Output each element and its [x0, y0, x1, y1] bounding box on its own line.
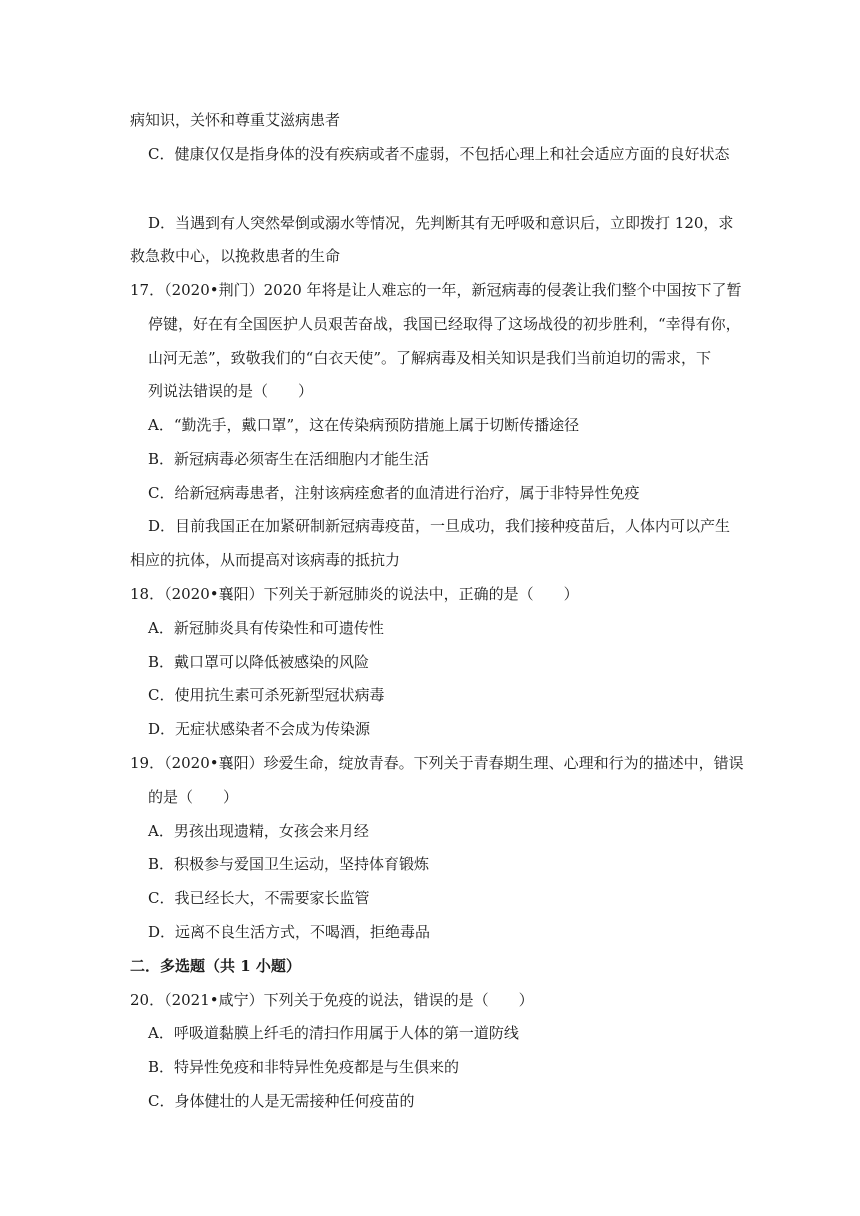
q16-option-c: C．健康仅仅是指身体的没有疾病或者不虚弱，不包括心理上和社会适应方面的良好状态 — [148, 145, 730, 163]
q17-option-a: A．“勤洗手，戴口罩”，这在传染病预防措施上属于切断传播途径 — [148, 416, 580, 434]
q18-option-d: D．无症状感染者不会成为传染源 — [148, 720, 371, 738]
q18-stem: 18．（2020•襄阳）下列关于新冠肺炎的说法中，正确的是（ ） — [130, 585, 579, 603]
q17-option-d-continuation: 相应的抗体，从而提高对该病毒的抵抗力 — [130, 551, 401, 569]
section-title-multiple-choice: 二．多选题（共 1 小题） — [130, 957, 301, 975]
q19-stem-line-2: 的是（ ） — [148, 788, 239, 806]
q20-option-a: A．呼吸道黏膜上纤毛的清扫作用属于人体的第一道防线 — [148, 1024, 519, 1042]
q20-option-b: B．特异性免疫和非特异性免疫都是与生俱来的 — [148, 1058, 460, 1076]
q19-stem-line-1: 19．（2020•襄阳）珍爱生命，绽放青春。下列关于青春期生理、心理和行为的描述中，错误 — [130, 754, 744, 772]
q16-option-d: D．当遇到有人突然晕倒或溺水等情况，先判断其有无呼吸和意识后，立即拨打 120，求 — [148, 214, 734, 232]
q18-option-b: B．戴口罩可以降低被感染的风险 — [148, 653, 370, 671]
q20-option-c: C．身体健壮的人是无需接种任何疫苗的 — [148, 1092, 415, 1110]
q17-stem-line-4: 列说法错误的是（ ） — [148, 382, 314, 400]
q17-stem-line-1: 17．（2020•荆门）2020 年将是让人难忘的一年，新冠病毒的侵袭让我们整个中国按下了暂 — [130, 281, 742, 299]
q17-option-b: B．新冠病毒必须寄生在活细胞内才能生活 — [148, 450, 430, 468]
q19-option-c: C．我已经长大，不需要家长监管 — [148, 889, 370, 907]
q19-option-d: D．远离不良生活方式，不喝酒，拒绝毒品 — [148, 923, 431, 941]
q16-option-d-continuation: 救急救中心，以挽救患者的生命 — [130, 247, 341, 265]
q17-option-c: C．给新冠病毒患者，注射该病痊愈者的血清进行治疗，属于非特异性免疫 — [148, 484, 640, 502]
q18-option-c: C．使用抗生素可杀死新型冠状病毒 — [148, 686, 385, 704]
q19-option-a: A．男孩出现遗精，女孩会来月经 — [148, 822, 369, 840]
q16-option-b-continuation: 病知识，关怀和尊重艾滋病患者 — [130, 111, 341, 129]
q20-stem: 20．（2021•咸宁）下列关于免疫的说法，错误的是（ ） — [130, 991, 534, 1009]
q17-stem-line-3: 山河无恙”，致敬我们的“白衣天使”。了解病毒及相关知识是我们当前迫切的需求，下 — [148, 349, 712, 367]
q19-option-b: B．积极参与爱国卫生运动，坚持体育锻炼 — [148, 855, 430, 873]
q17-option-d: D．目前我国正在加紧研制新冠病毒疫苗，一旦成功，我们接种疫苗后，人体内可以产生 — [148, 517, 731, 535]
q18-option-a: A．新冠肺炎具有传染性和可遗传性 — [148, 619, 384, 637]
q17-stem-line-2: 停键，好在有全国医护人员艰苦奋战，我国已经取得了这场战役的初步胜利，“幸得有你， — [148, 315, 741, 333]
